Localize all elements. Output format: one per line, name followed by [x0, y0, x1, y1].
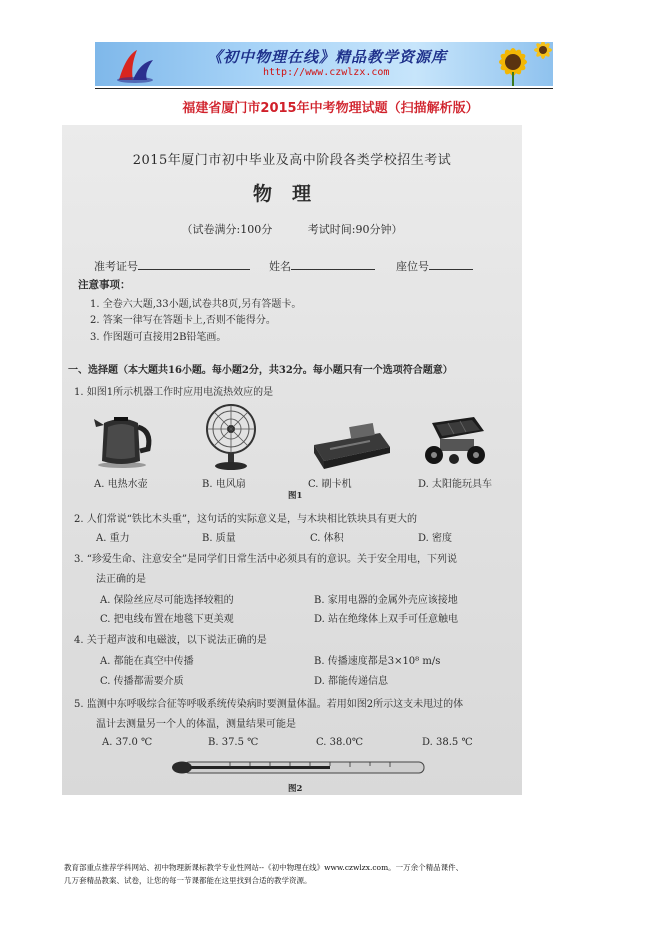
- site-banner: [95, 42, 553, 86]
- q5-option-c: C. 38.0℃: [316, 737, 364, 748]
- sunflower-icon: [483, 42, 553, 86]
- q1-option-b: B. 电风扇: [202, 479, 246, 490]
- full-score: （试卷满分:100分: [181, 223, 273, 236]
- q1-option-d: D. 太阳能玩具车: [418, 479, 493, 490]
- q3-option-a: A. 保险丝应尽可能选择较粗的: [100, 595, 234, 606]
- notice-item: 3. 作图题可直接用2B铅笔画。: [90, 332, 227, 343]
- q2-option-a: A. 重力: [96, 533, 130, 544]
- banner-divider: [95, 88, 553, 89]
- notice-item: 2. 答案一律写在答题卡上,否则不能得分。: [90, 315, 276, 326]
- id-label: 准考证号: [94, 260, 138, 273]
- name-label: 姓名: [269, 260, 291, 273]
- q3-option-b: B. 家用电器的金属外壳应该接地: [314, 595, 458, 606]
- q5-option-d: D. 38.5 ℃: [422, 737, 473, 748]
- figure-1-label: 图1: [288, 491, 303, 501]
- question-2-stem: 2. 人们常说“铁比木头重”，这句话的实际意义是，与木块相比铁块具有更大的: [74, 514, 417, 525]
- q3-option-d: D. 站在绝缘体上双手可任意触电: [314, 614, 459, 625]
- banner-title: 《初中物理在线》精品教学资源库: [207, 48, 448, 66]
- q2-option-b: B. 质量: [202, 533, 236, 544]
- logo-icon: [113, 46, 157, 84]
- q4-option-b: B. 传播速度都是3×10⁸ m/s: [314, 656, 441, 667]
- section-heading: 一、选择题（本大题共16小题。每小题2分，共32分。每小题只有一个选项符合题意）: [68, 365, 453, 376]
- kettle-icon: [92, 409, 156, 469]
- q2-option-d: D. 密度: [418, 533, 453, 544]
- question-4-stem: 4. 关于超声波和电磁波，以下说法正确的是: [74, 635, 267, 646]
- q2-option-c: C. 体积: [310, 533, 344, 544]
- footer-line: 几万套精品教案、试卷，让您的每一节课都能在这里找到合适的教学资源。: [64, 876, 312, 885]
- notice-item: 1. 全卷六大题,33小题,试卷共8页,另有答题卡。: [90, 299, 302, 310]
- q1-option-a: A. 电热水壶: [94, 479, 148, 490]
- exam-header: 2015年厦门市初中毕业及高中阶段各类学校招生考试: [132, 153, 452, 168]
- footer-line: 教育部重点推荐学科网站、初中物理新课标教学专业性网站--《初中物理在线》www.czwlzx.com。一万余个精品课件、: [64, 863, 464, 872]
- question-5-stem: 5. 监测中东呼吸综合征等呼吸系统传染病时要测量体温。若用如图2所示这支未甩过的体: [74, 699, 464, 710]
- seat-label: 座位号: [396, 260, 429, 273]
- q4-option-a: A. 都能在真空中传播: [100, 656, 194, 667]
- solar-car-icon: [418, 413, 492, 469]
- figure-2-label: 图2: [288, 784, 303, 794]
- fan-icon: [202, 403, 260, 471]
- exam-subject: 物理: [252, 183, 331, 205]
- q5-option-a: A. 37.0 ℃: [102, 737, 153, 748]
- q4-option-d: D. 都能传递信息: [314, 676, 389, 687]
- document-title: 福建省厦门市2015年中考物理试题（扫描解析版）: [182, 101, 479, 116]
- thermometer-icon: [170, 757, 432, 779]
- card-reader-icon: [310, 423, 392, 471]
- question-5-stem-cont: 温计去测量另一个人的体温，测量结果可能是: [96, 719, 296, 730]
- question-3-stem-cont: 法正确的是: [96, 574, 146, 585]
- q3-option-c: C. 把电线布置在地毯下更美观: [100, 614, 234, 625]
- question-3-stem: 3. “珍爱生命、注意安全”是同学们日常生活中必须具有的意识。关于安全用电，下列说: [74, 554, 457, 565]
- score-time-line: [62, 221, 522, 237]
- exam-duration: 考试时间:90分钟）: [307, 223, 403, 236]
- question-1-stem: 1. 如图1所示机器工作时应用电流热效应的是: [74, 387, 274, 398]
- q1-option-c: C. 刷卡机: [308, 479, 352, 490]
- notice-title: 注意事项：: [78, 279, 131, 291]
- q5-option-b: B. 37.5 ℃: [208, 737, 259, 748]
- q4-option-c: C. 传播都需要介质: [100, 676, 184, 687]
- banner-url[interactable]: http://www.czwlzx.com: [263, 67, 390, 78]
- page-footer: [64, 861, 624, 887]
- scanned-exam-page: [62, 125, 522, 795]
- candidate-info-line: [94, 258, 473, 274]
